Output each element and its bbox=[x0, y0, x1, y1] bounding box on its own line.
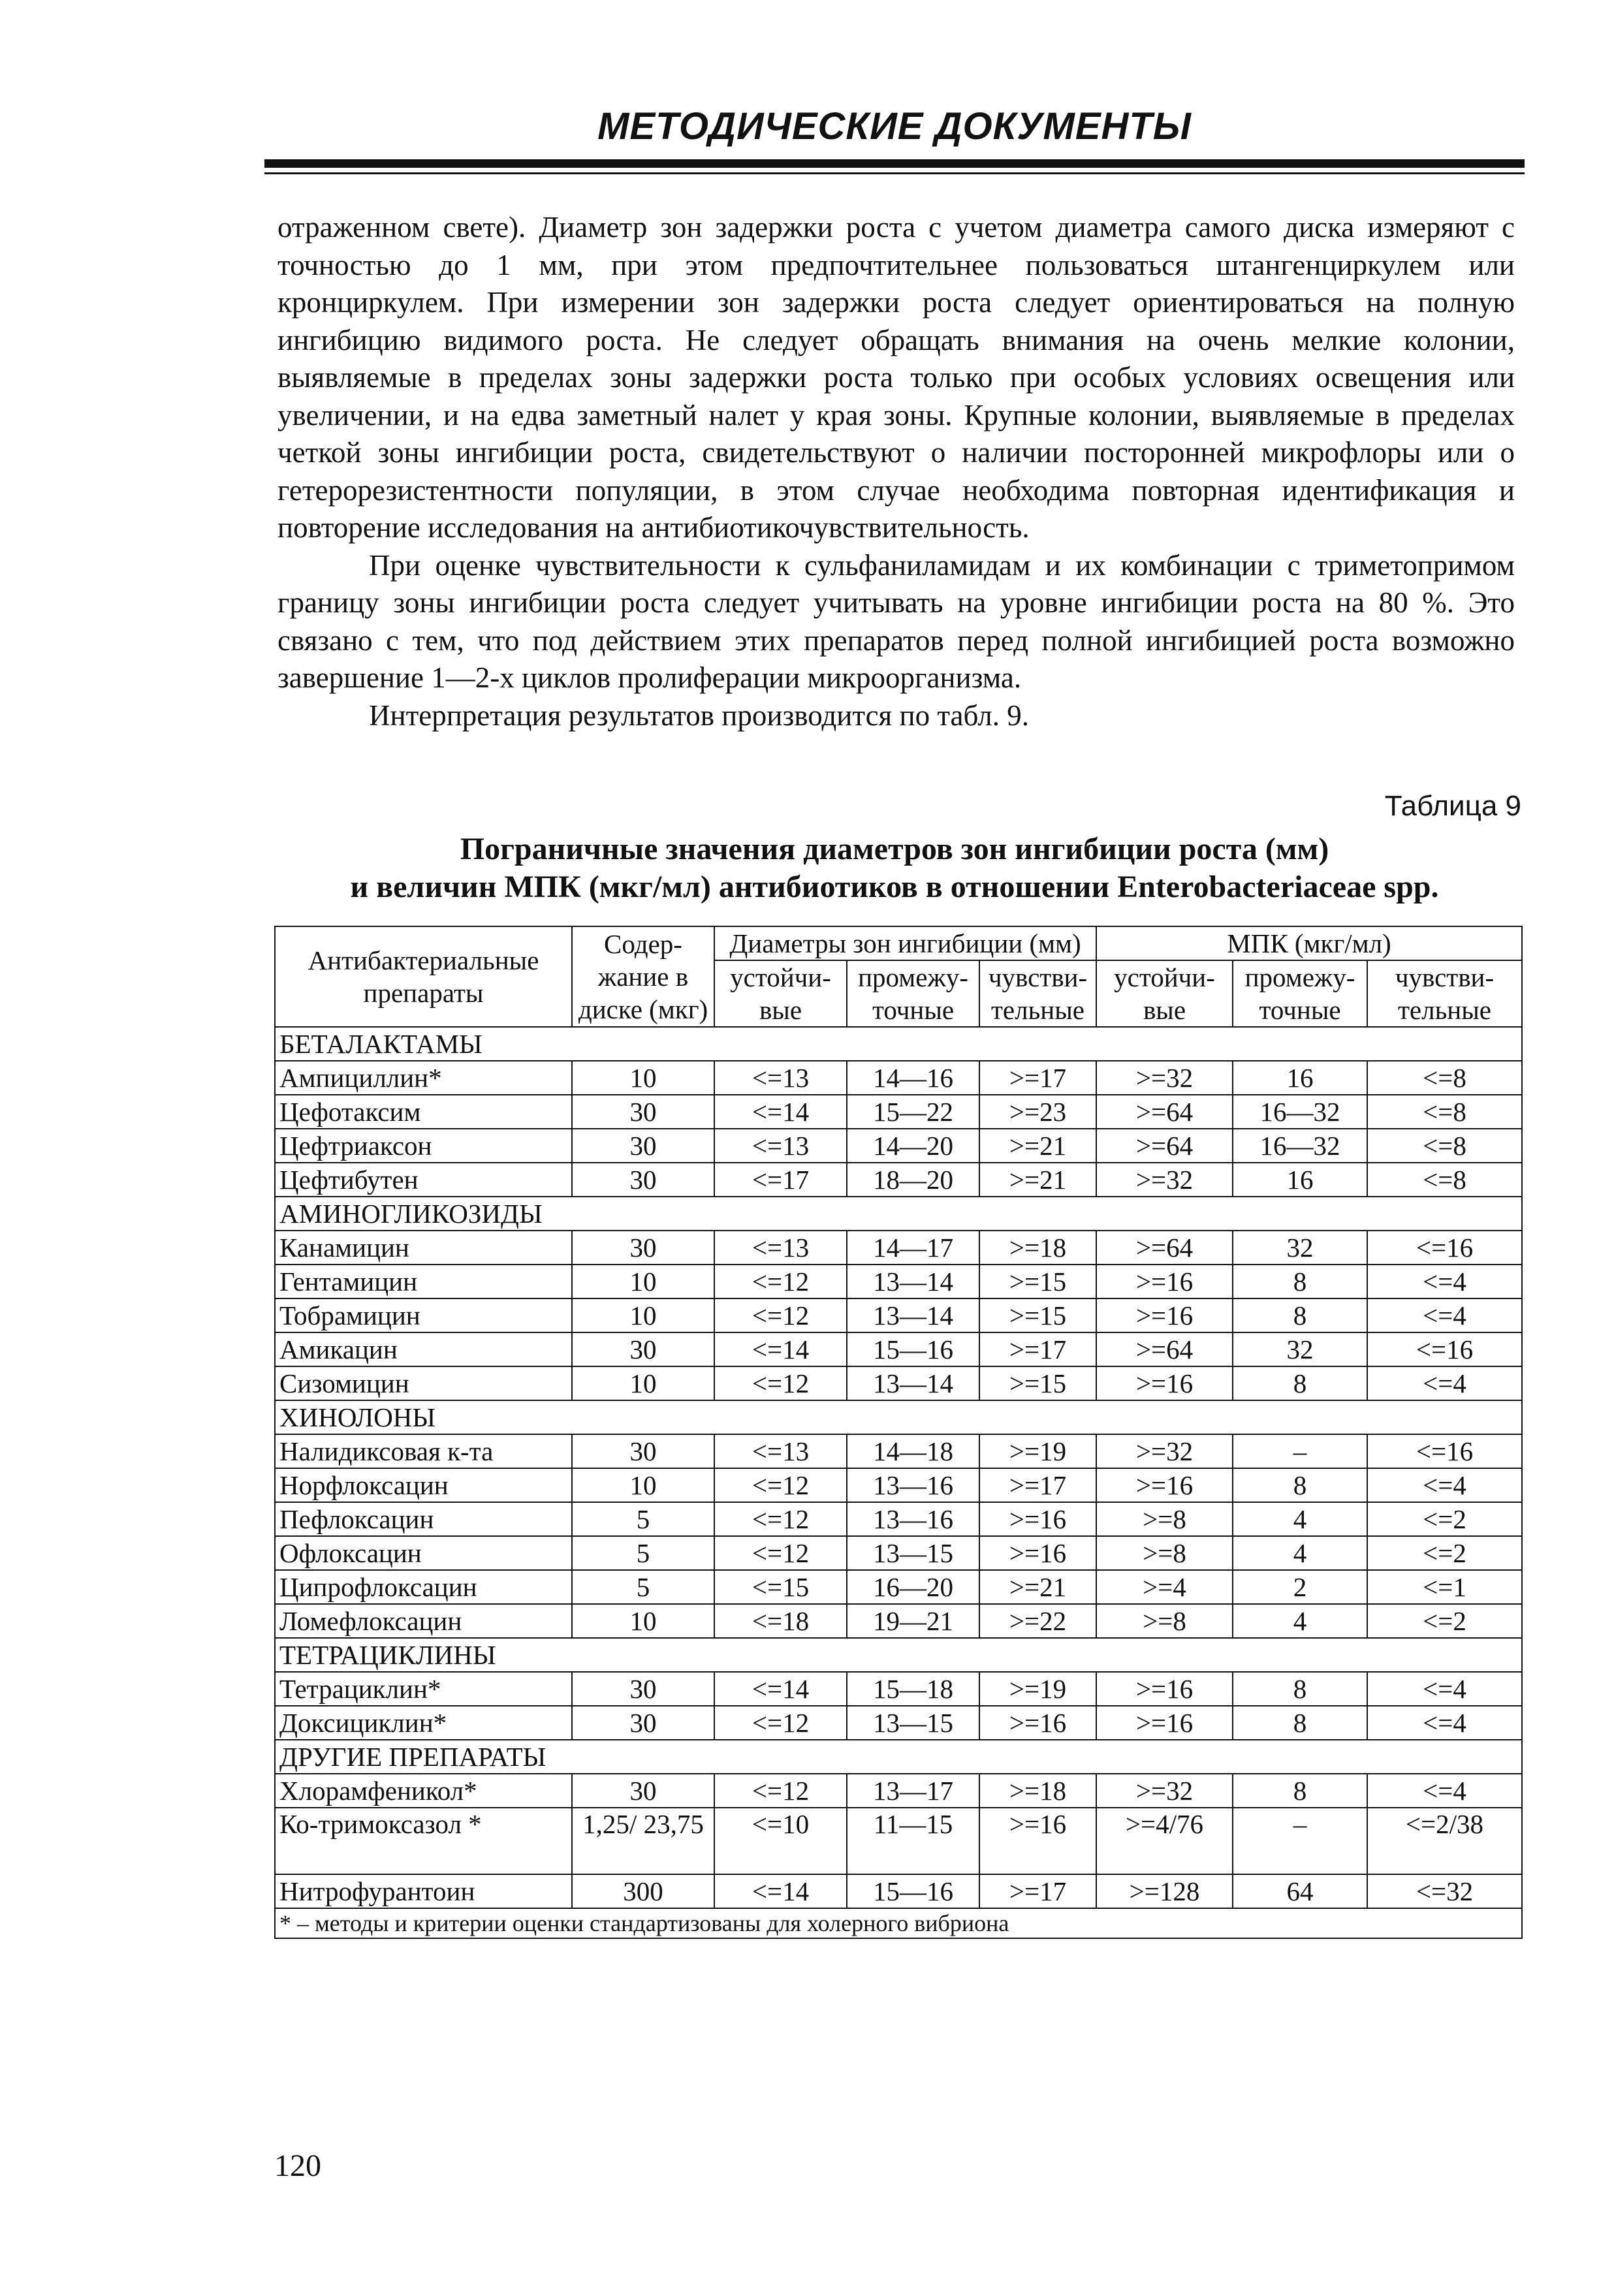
running-header: МЕТОДИЧЕСКИЕ ДОКУМЕНТЫ bbox=[597, 105, 1192, 148]
body-text bbox=[277, 209, 1515, 734]
table-row bbox=[275, 1163, 1522, 1197]
mic-resistant: >=16 bbox=[1096, 1366, 1233, 1400]
zone-intermediate: 15—16 bbox=[847, 1332, 979, 1366]
drug-name: Сизомицин bbox=[275, 1366, 572, 1400]
zone-sensitive: >=19 bbox=[979, 1434, 1096, 1468]
zone-resistant: <=12 bbox=[714, 1502, 847, 1536]
paragraph-2: При оценке чувствительности к сульфаниламидам и их комбинации с триметопримом границу зоны ингибиции роста следует учитывать на уровне ингибиции роста на 80 %. Это связано с тем, что под действием этих препаратов перед полной ингибицией роста возможно завершение 1—2-х циклов пролиферации микроорганизма. bbox=[277, 548, 1515, 694]
mic-intermediate: 8 bbox=[1233, 1298, 1367, 1332]
drug-name: Тетрациклин* bbox=[275, 1672, 572, 1706]
disk-content: 10 bbox=[572, 1061, 714, 1095]
table-row bbox=[275, 1502, 1522, 1536]
zone-sensitive: >=16 bbox=[979, 1502, 1096, 1536]
header-mic-intermediate: промежу-точные bbox=[1233, 960, 1367, 1027]
mic-sensitive: <=4 bbox=[1367, 1366, 1522, 1400]
disk-content: 5 bbox=[572, 1502, 714, 1536]
mic-intermediate: – bbox=[1233, 1434, 1367, 1468]
zone-sensitive: >=19 bbox=[979, 1672, 1096, 1706]
zone-resistant: <=15 bbox=[714, 1570, 847, 1604]
drug-name: Канамицин bbox=[275, 1231, 572, 1265]
header-zone-sensitive: чувстви-тельные bbox=[979, 960, 1096, 1027]
disk-content: 30 bbox=[572, 1095, 714, 1129]
zone-intermediate: 13—17 bbox=[847, 1774, 979, 1808]
zone-intermediate: 13—16 bbox=[847, 1502, 979, 1536]
mic-intermediate: 16—32 bbox=[1233, 1129, 1367, 1163]
mic-intermediate: 16—32 bbox=[1233, 1095, 1367, 1129]
zone-intermediate: 19—21 bbox=[847, 1604, 979, 1638]
zone-intermediate: 16—20 bbox=[847, 1570, 979, 1604]
table-footnote: * – методы и критерии оценки стандартизованы для холерного вибриона bbox=[275, 1908, 1522, 1938]
zone-sensitive: >=18 bbox=[979, 1231, 1096, 1265]
disk-content: 1,25/ 23,75 bbox=[572, 1808, 714, 1874]
table-row bbox=[275, 1604, 1522, 1638]
header-zones: Диаметры зон ингибиции (мм) bbox=[714, 926, 1096, 960]
zone-sensitive: >=17 bbox=[979, 1332, 1096, 1366]
drug-name: Цефтибутен bbox=[275, 1163, 572, 1197]
zone-sensitive: >=22 bbox=[979, 1604, 1096, 1638]
mic-resistant: >=4 bbox=[1096, 1570, 1233, 1604]
mic-intermediate: 8 bbox=[1233, 1366, 1367, 1400]
zone-intermediate: 13—14 bbox=[847, 1366, 979, 1400]
header-zone-intermediate: промежу-точные bbox=[847, 960, 979, 1027]
group-row bbox=[275, 1400, 1522, 1434]
group-row bbox=[275, 1740, 1522, 1774]
mic-intermediate: 4 bbox=[1233, 1502, 1367, 1536]
mic-resistant: >=64 bbox=[1096, 1129, 1233, 1163]
table-row bbox=[275, 1434, 1522, 1468]
table-row bbox=[275, 1706, 1522, 1740]
mic-intermediate: 8 bbox=[1233, 1774, 1367, 1808]
table-row bbox=[275, 1874, 1522, 1908]
zone-sensitive: >=16 bbox=[979, 1808, 1096, 1874]
drug-name: Норфлоксацин bbox=[275, 1468, 572, 1502]
table-label: Таблица 9 bbox=[1384, 790, 1521, 822]
mic-resistant: >=32 bbox=[1096, 1163, 1233, 1197]
zone-intermediate: 13—15 bbox=[847, 1536, 979, 1570]
zone-intermediate: 13—15 bbox=[847, 1706, 979, 1740]
table-row bbox=[275, 1129, 1522, 1163]
zone-intermediate: 14—18 bbox=[847, 1434, 979, 1468]
mic-resistant: >=64 bbox=[1096, 1095, 1233, 1129]
drug-name: Нитрофурантоин bbox=[275, 1874, 572, 1908]
zone-resistant: <=12 bbox=[714, 1706, 847, 1740]
disk-content: 30 bbox=[572, 1672, 714, 1706]
mic-sensitive: <=1 bbox=[1367, 1570, 1522, 1604]
mic-sensitive: <=2 bbox=[1367, 1502, 1522, 1536]
zone-resistant: <=13 bbox=[714, 1129, 847, 1163]
disk-content: 10 bbox=[572, 1298, 714, 1332]
table-row bbox=[275, 1095, 1522, 1129]
table-title bbox=[264, 830, 1525, 906]
group-name: ХИНОЛОНЫ bbox=[275, 1400, 1522, 1434]
mic-intermediate: 8 bbox=[1233, 1468, 1367, 1502]
mic-intermediate: 4 bbox=[1233, 1604, 1367, 1638]
table-row bbox=[275, 1298, 1522, 1332]
zone-resistant: <=18 bbox=[714, 1604, 847, 1638]
zone-resistant: <=14 bbox=[714, 1332, 847, 1366]
mic-resistant: >=8 bbox=[1096, 1536, 1233, 1570]
header-mic-sensitive: чувстви-тельные bbox=[1367, 960, 1522, 1027]
drug-name: Ломефлоксацин bbox=[275, 1604, 572, 1638]
zone-sensitive: >=21 bbox=[979, 1163, 1096, 1197]
zone-resistant: <=14 bbox=[714, 1672, 847, 1706]
zone-resistant: <=12 bbox=[714, 1774, 847, 1808]
zone-intermediate: 13—14 bbox=[847, 1298, 979, 1332]
mic-sensitive: <=4 bbox=[1367, 1468, 1522, 1502]
group-row bbox=[275, 1027, 1522, 1061]
mic-resistant: >=4/76 bbox=[1096, 1808, 1233, 1874]
header-zone-resistant: устойчи-вые bbox=[714, 960, 847, 1027]
zone-resistant: <=12 bbox=[714, 1265, 847, 1298]
zone-intermediate: 14—20 bbox=[847, 1129, 979, 1163]
mic-resistant: >=8 bbox=[1096, 1604, 1233, 1638]
group-name: ДРУГИЕ ПРЕПАРАТЫ bbox=[275, 1740, 1522, 1774]
mic-resistant: >=32 bbox=[1096, 1061, 1233, 1095]
mic-sensitive: <=16 bbox=[1367, 1434, 1522, 1468]
table-row bbox=[275, 1570, 1522, 1604]
drug-name: Гентамицин bbox=[275, 1265, 572, 1298]
header-content: Содер-жание в диске (мкг) bbox=[572, 926, 714, 1027]
drug-name: Доксициклин* bbox=[275, 1706, 572, 1740]
group-row bbox=[275, 1197, 1522, 1231]
mic-resistant: >=32 bbox=[1096, 1434, 1233, 1468]
mic-resistant: >=64 bbox=[1096, 1332, 1233, 1366]
zone-intermediate: 15—18 bbox=[847, 1672, 979, 1706]
zone-sensitive: >=15 bbox=[979, 1366, 1096, 1400]
zone-resistant: <=14 bbox=[714, 1874, 847, 1908]
mic-sensitive: <=4 bbox=[1367, 1265, 1522, 1298]
zone-intermediate: 13—16 bbox=[847, 1468, 979, 1502]
disk-content: 10 bbox=[572, 1366, 714, 1400]
zone-resistant: <=13 bbox=[714, 1061, 847, 1095]
mic-intermediate: 8 bbox=[1233, 1265, 1367, 1298]
disk-content: 30 bbox=[572, 1774, 714, 1808]
mic-resistant: >=16 bbox=[1096, 1672, 1233, 1706]
mic-intermediate: 16 bbox=[1233, 1061, 1367, 1095]
mic-resistant: >=16 bbox=[1096, 1706, 1233, 1740]
zone-sensitive: >=15 bbox=[979, 1298, 1096, 1332]
mic-sensitive: <=16 bbox=[1367, 1231, 1522, 1265]
header-rule-thin bbox=[264, 172, 1525, 174]
mic-sensitive: <=8 bbox=[1367, 1129, 1522, 1163]
mic-sensitive: <=32 bbox=[1367, 1874, 1522, 1908]
zone-resistant: <=17 bbox=[714, 1163, 847, 1197]
mic-resistant: >=16 bbox=[1096, 1468, 1233, 1502]
drug-name: Тобрамицин bbox=[275, 1298, 572, 1332]
drug-name: Цефотаксим bbox=[275, 1095, 572, 1129]
drug-name: Ципрофлоксацин bbox=[275, 1570, 572, 1604]
mic-resistant: >=64 bbox=[1096, 1231, 1233, 1265]
disk-content: 30 bbox=[572, 1332, 714, 1366]
zone-sensitive: >=17 bbox=[979, 1874, 1096, 1908]
group-name: АМИНОГЛИКОЗИДЫ bbox=[275, 1197, 1522, 1231]
group-name: ТЕТРАЦИКЛИНЫ bbox=[275, 1638, 1522, 1672]
zone-intermediate: 15—22 bbox=[847, 1095, 979, 1129]
header-drug: Антибактериальные препараты bbox=[275, 926, 572, 1027]
zone-intermediate: 13—14 bbox=[847, 1265, 979, 1298]
group-row bbox=[275, 1638, 1522, 1672]
table-title-line-1: Пограничные значения диаметров зон ингибиции роста (мм) bbox=[460, 832, 1329, 866]
table-title-line-2: и величин МПК (мкг/мл) антибиотиков в отношении Enterobacteriaceae spp. bbox=[350, 870, 1439, 904]
zone-sensitive: >=21 bbox=[979, 1570, 1096, 1604]
zone-intermediate: 11—15 bbox=[847, 1808, 979, 1874]
disk-content: 5 bbox=[572, 1536, 714, 1570]
zone-resistant: <=10 bbox=[714, 1808, 847, 1874]
mic-resistant: >=8 bbox=[1096, 1502, 1233, 1536]
table-body bbox=[275, 1027, 1522, 1908]
disk-content: 10 bbox=[572, 1604, 714, 1638]
mic-sensitive: <=4 bbox=[1367, 1706, 1522, 1740]
mic-resistant: >=32 bbox=[1096, 1774, 1233, 1808]
drug-name: Цефтриаксон bbox=[275, 1129, 572, 1163]
zone-sensitive: >=23 bbox=[979, 1095, 1096, 1129]
zone-resistant: <=12 bbox=[714, 1536, 847, 1570]
zone-intermediate: 14—17 bbox=[847, 1231, 979, 1265]
zone-resistant: <=13 bbox=[714, 1231, 847, 1265]
mic-intermediate: 2 bbox=[1233, 1570, 1367, 1604]
disk-content: 30 bbox=[572, 1706, 714, 1740]
zone-sensitive: >=17 bbox=[979, 1468, 1096, 1502]
table-row bbox=[275, 1536, 1522, 1570]
disk-content: 30 bbox=[572, 1129, 714, 1163]
mic-sensitive: <=4 bbox=[1367, 1298, 1522, 1332]
mic-intermediate: 32 bbox=[1233, 1332, 1367, 1366]
disk-content: 30 bbox=[572, 1434, 714, 1468]
mic-resistant: >=16 bbox=[1096, 1265, 1233, 1298]
mic-sensitive: <=16 bbox=[1367, 1332, 1522, 1366]
mic-intermediate: 64 bbox=[1233, 1874, 1367, 1908]
zone-resistant: <=14 bbox=[714, 1095, 847, 1129]
disk-content: 30 bbox=[572, 1163, 714, 1197]
zone-intermediate: 14—16 bbox=[847, 1061, 979, 1095]
drug-name: Хлорамфеникол* bbox=[275, 1774, 572, 1808]
disk-content: 30 bbox=[572, 1231, 714, 1265]
drug-name: Ко-тримоксазол * bbox=[275, 1808, 572, 1874]
zone-sensitive: >=21 bbox=[979, 1129, 1096, 1163]
mic-intermediate: 4 bbox=[1233, 1536, 1367, 1570]
drug-name: Налидиксовая к-та bbox=[275, 1434, 572, 1468]
zone-resistant: <=12 bbox=[714, 1298, 847, 1332]
paragraph-1: отраженном свете). Диаметр зон задержки роста с учетом диаметра самого диска измеряют с точностью до 1 мм, при этом предпочтительнее пользоваться штангенциркулем или кронциркулем. При измерении зон задержки роста следует ориентироваться на полную ингибицию видимого роста. Не следует обращать внимания на очень мелкие колонии, выявляемые в пределах зоны задержки роста только при особых условиях освещения или увеличении, и на едва заметный налет у края зоны. Крупные колонии, выявляемые в пределах четкой зоны ингибиции роста, свидетельствуют о наличии посторонней микрофлоры или о гетерорезистентности популяции, в этом случае необходима повторная идентификация и повторение исследования на антибиотикочувствительность. bbox=[277, 211, 1515, 544]
mic-intermediate: 32 bbox=[1233, 1231, 1367, 1265]
zone-sensitive: >=16 bbox=[979, 1706, 1096, 1740]
zone-intermediate: 15—16 bbox=[847, 1874, 979, 1908]
zone-sensitive: >=17 bbox=[979, 1061, 1096, 1095]
zone-resistant: <=12 bbox=[714, 1468, 847, 1502]
mic-intermediate: 8 bbox=[1233, 1672, 1367, 1706]
drug-name: Пефлоксацин bbox=[275, 1502, 572, 1536]
mic-intermediate: 16 bbox=[1233, 1163, 1367, 1197]
disk-content: 300 bbox=[572, 1874, 714, 1908]
header-mic-resistant: устойчи-вые bbox=[1096, 960, 1233, 1027]
mic-sensitive: <=8 bbox=[1367, 1163, 1522, 1197]
mic-resistant: >=16 bbox=[1096, 1298, 1233, 1332]
zone-sensitive: >=15 bbox=[979, 1265, 1096, 1298]
table-row bbox=[275, 1231, 1522, 1265]
paragraph-3: Интерпретация результатов производится по табл. 9. bbox=[369, 699, 1030, 732]
mic-intermediate: 8 bbox=[1233, 1706, 1367, 1740]
page-number: 120 bbox=[274, 2148, 321, 2183]
table-row bbox=[275, 1332, 1522, 1366]
mic-intermediate: – bbox=[1233, 1808, 1367, 1874]
table-row bbox=[275, 1468, 1522, 1502]
group-name: БЕТАЛАКТАМЫ bbox=[275, 1027, 1522, 1061]
header-rule-thick bbox=[264, 159, 1525, 168]
table-row bbox=[275, 1061, 1522, 1095]
table-row bbox=[275, 1672, 1522, 1706]
table-row bbox=[275, 1265, 1522, 1298]
table-row bbox=[275, 1366, 1522, 1400]
mic-sensitive: <=2/38 bbox=[1367, 1808, 1522, 1874]
breakpoints-table bbox=[274, 926, 1523, 1939]
mic-sensitive: <=8 bbox=[1367, 1095, 1522, 1129]
zone-sensitive: >=18 bbox=[979, 1774, 1096, 1808]
drug-name: Амикацин bbox=[275, 1332, 572, 1366]
table-row bbox=[275, 1808, 1522, 1874]
table-row bbox=[275, 1774, 1522, 1808]
mic-sensitive: <=4 bbox=[1367, 1774, 1522, 1808]
disk-content: 10 bbox=[572, 1265, 714, 1298]
zone-resistant: <=13 bbox=[714, 1434, 847, 1468]
mic-sensitive: <=2 bbox=[1367, 1604, 1522, 1638]
zone-intermediate: 18—20 bbox=[847, 1163, 979, 1197]
header-mic: МПК (мкг/мл) bbox=[1096, 926, 1522, 960]
disk-content: 5 bbox=[572, 1570, 714, 1604]
mic-sensitive: <=4 bbox=[1367, 1672, 1522, 1706]
mic-sensitive: <=8 bbox=[1367, 1061, 1522, 1095]
drug-name: Ампициллин* bbox=[275, 1061, 572, 1095]
mic-resistant: >=128 bbox=[1096, 1874, 1233, 1908]
drug-name: Офлоксацин bbox=[275, 1536, 572, 1570]
zone-resistant: <=12 bbox=[714, 1366, 847, 1400]
zone-sensitive: >=16 bbox=[979, 1536, 1096, 1570]
mic-sensitive: <=2 bbox=[1367, 1536, 1522, 1570]
disk-content: 10 bbox=[572, 1468, 714, 1502]
